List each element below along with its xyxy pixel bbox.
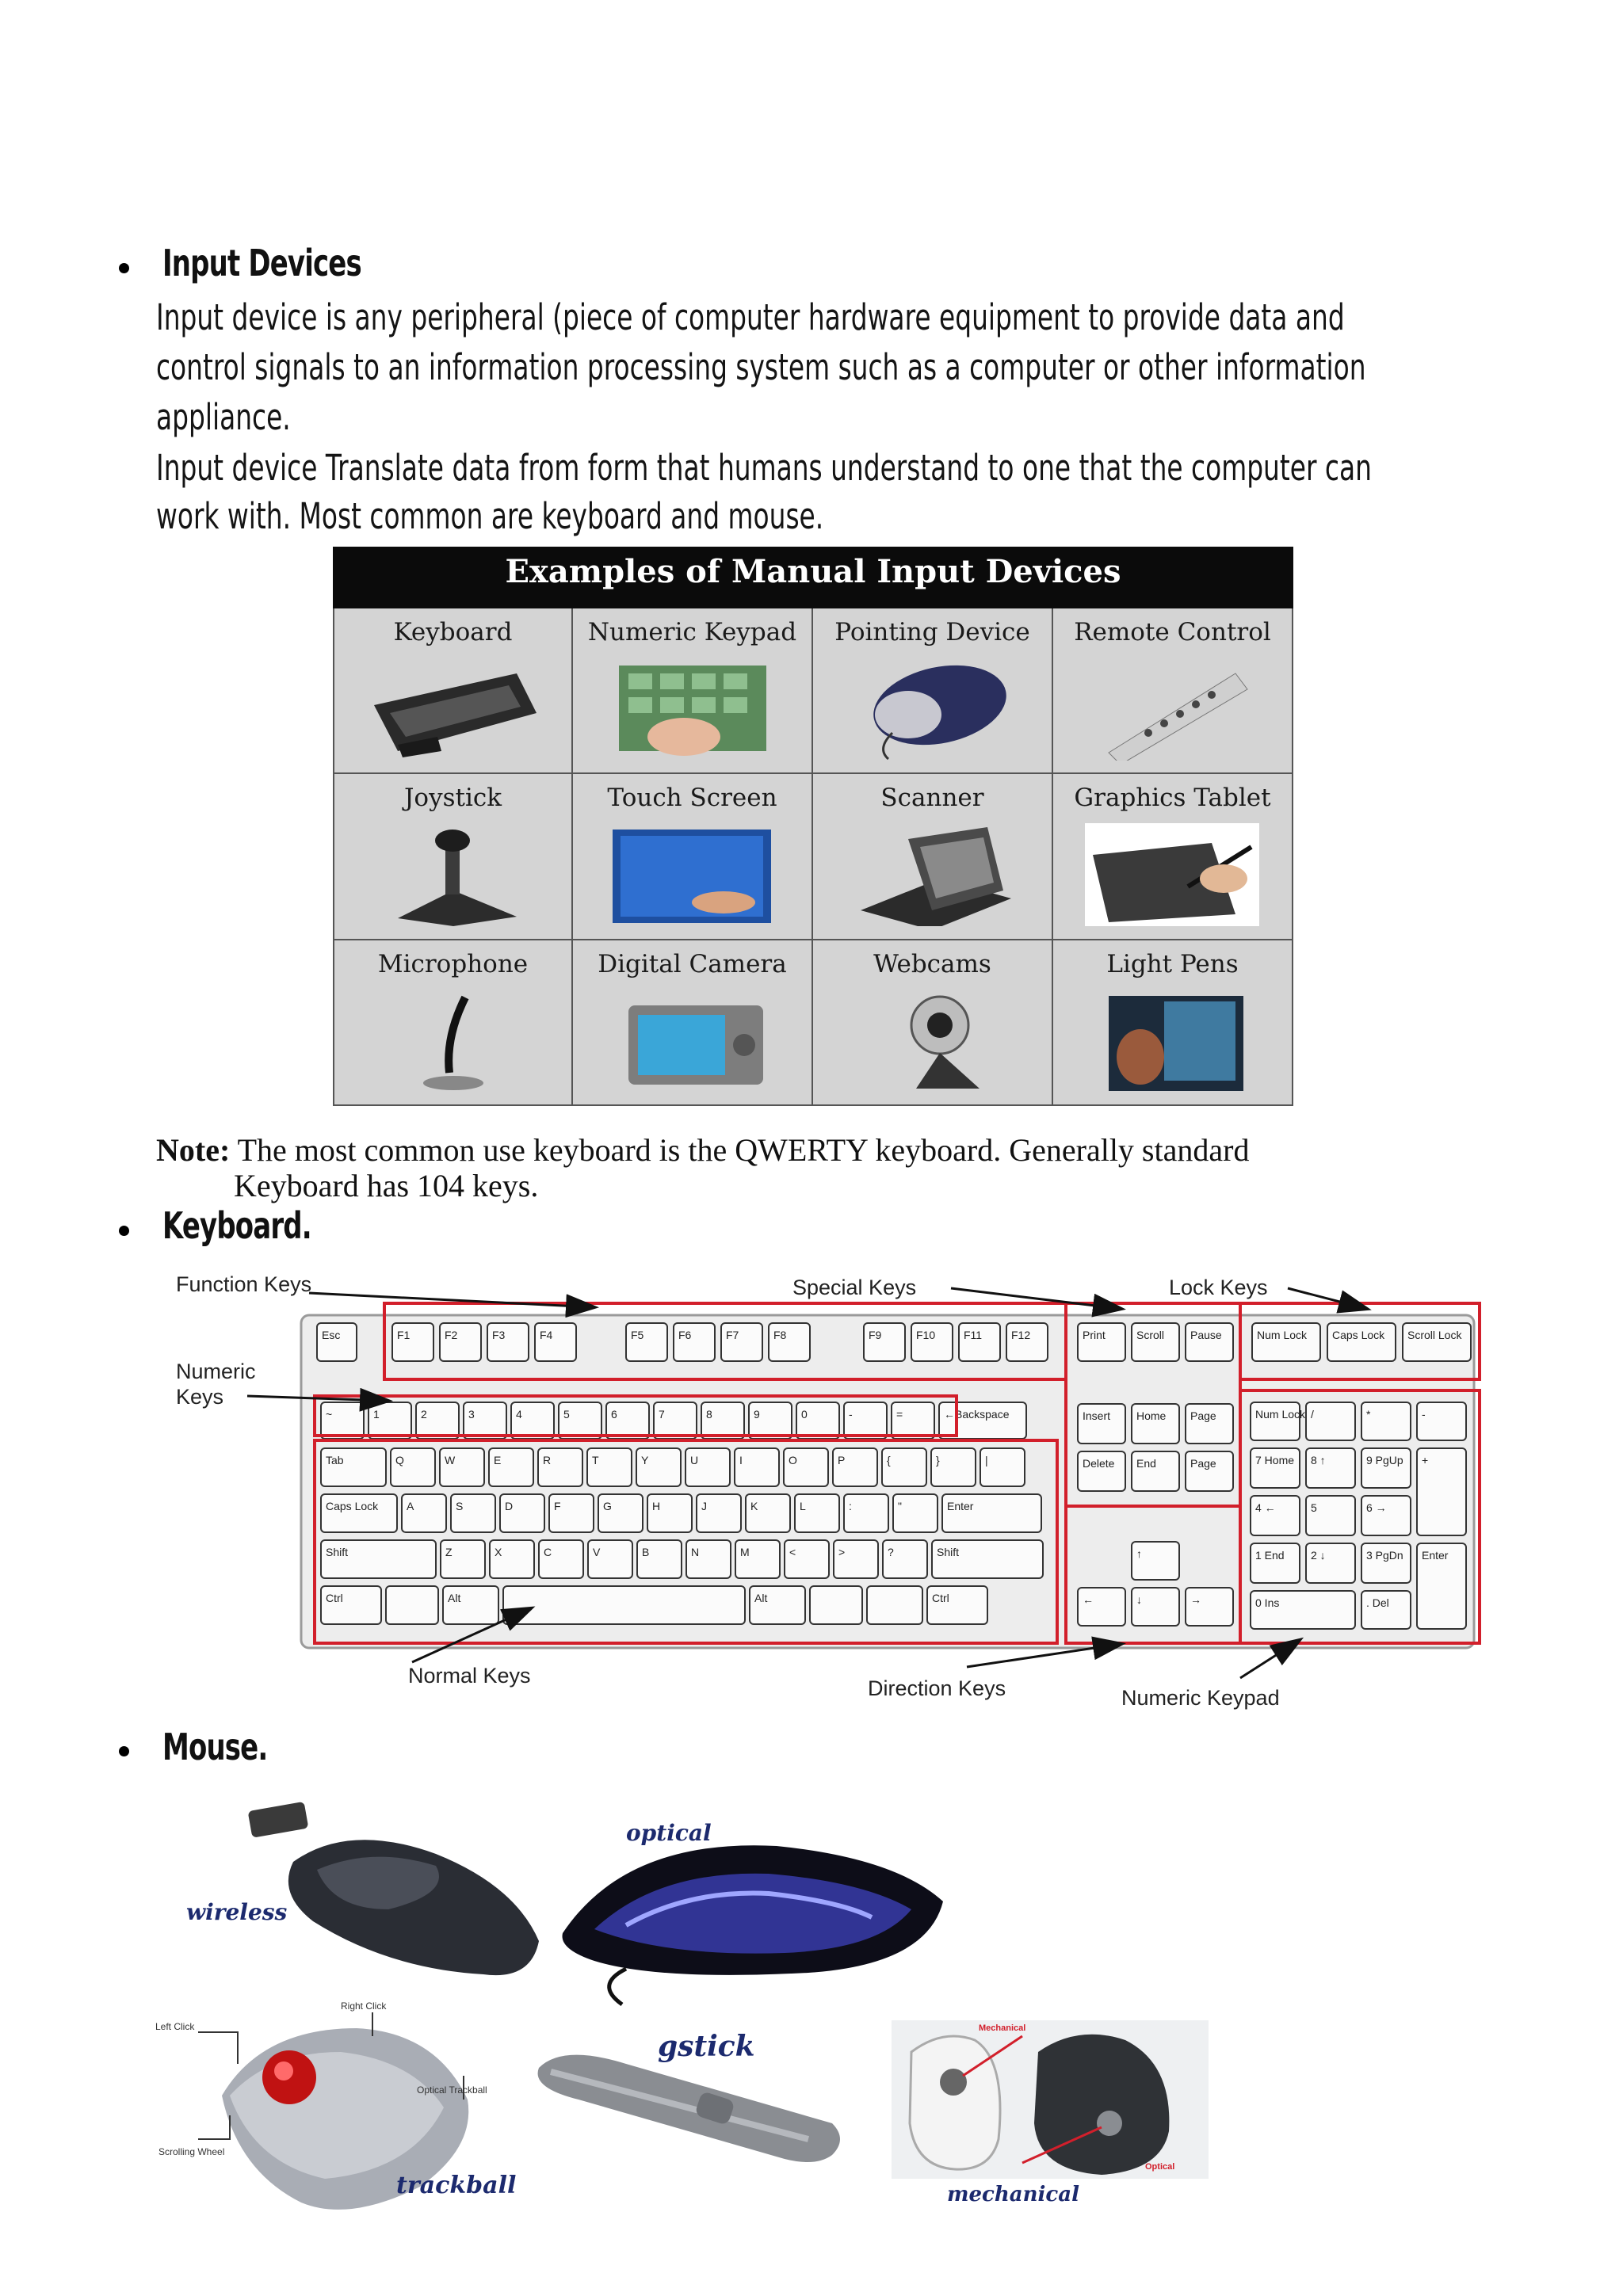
- paragraph-line: Input device Translate data from form that humans understand to one that the computer can: [156, 447, 1372, 489]
- key-label: 7 Home: [1255, 1454, 1295, 1466]
- key-label: ↑: [1136, 1547, 1142, 1560]
- device-label: Remote Control: [1074, 618, 1271, 646]
- key-bottom-row: [867, 1586, 922, 1624]
- key-label: U: [690, 1454, 699, 1466]
- key-label: +: [1422, 1454, 1429, 1466]
- keyboard-diagram: [158, 1260, 1490, 1727]
- key-label: 4: [516, 1408, 522, 1421]
- key-label: F1: [397, 1329, 411, 1341]
- callout-function-keys: Function Keys: [176, 1272, 312, 1296]
- key-label: F11: [964, 1329, 983, 1341]
- key-label: Scroll: [1136, 1329, 1165, 1341]
- label-mechanical: mechanical: [947, 2183, 1079, 2206]
- key-label: ←Backspace: [944, 1408, 1010, 1421]
- label-trackball: trackball: [396, 2172, 517, 2199]
- input-devices-table: [333, 547, 1293, 1106]
- mechanical-mouse-image-icon: [892, 2020, 1209, 2179]
- callout-special-keys: Special Keys: [792, 1276, 917, 1299]
- key-label: →: [1190, 1593, 1201, 1606]
- device-cell: [573, 940, 813, 1106]
- bullet-icon: [119, 1746, 129, 1756]
- section-heading-keyboard: Keyboard.: [162, 1204, 311, 1247]
- key-label: :: [849, 1500, 852, 1512]
- key-label: T: [592, 1454, 599, 1466]
- callout-normal-keys: Normal Keys: [408, 1664, 531, 1688]
- remote-control-image-icon: [1085, 658, 1259, 761]
- key-label: F2: [445, 1329, 458, 1341]
- keyboard-image-icon: [366, 658, 540, 761]
- device-cell: [813, 608, 1053, 774]
- device-label: Numeric Keypad: [587, 618, 797, 646]
- callout-lock-keys: Lock Keys: [1169, 1276, 1268, 1299]
- device-cell: [333, 774, 573, 940]
- key-bottom-row: [503, 1586, 745, 1624]
- key-label: {: [887, 1454, 891, 1466]
- paragraph-line: Input device is any peripheral (piece of computer hardware equipment to provide data and: [156, 296, 1345, 338]
- key-label: 6: [611, 1408, 617, 1421]
- label-gstick: gstick: [658, 2030, 755, 2063]
- bullet-icon: [119, 1226, 129, 1236]
- device-label: Webcams: [873, 950, 991, 978]
- key-label: F8: [773, 1329, 787, 1341]
- device-label: Digital Camera: [598, 950, 787, 978]
- key-label: Scroll Lock: [1407, 1329, 1462, 1341]
- graphics-tablet-image-icon: [1085, 823, 1259, 926]
- label-optical: optical: [626, 1820, 712, 1846]
- key-label: Caps Lock: [326, 1500, 379, 1512]
- device-label: Microphone: [377, 950, 529, 978]
- key-label: ~: [326, 1408, 333, 1421]
- key-label: F10: [916, 1329, 936, 1341]
- light-pen-image-icon: [1085, 990, 1259, 1093]
- device-cell: [333, 940, 573, 1106]
- key-label: O: [789, 1454, 797, 1466]
- scanner-image-icon: [845, 823, 1019, 926]
- paragraph-line: control signals to an information processing system such as a computer or other information: [156, 346, 1366, 388]
- device-label: Keyboard: [393, 618, 513, 646]
- key-label: F: [554, 1500, 561, 1512]
- key-label: R: [543, 1454, 552, 1466]
- key-label: G: [603, 1500, 612, 1512]
- key-label: }: [936, 1454, 940, 1466]
- key-label: A: [407, 1500, 414, 1512]
- key-label: Z: [445, 1546, 453, 1558]
- key-label: J: [701, 1500, 707, 1512]
- key-label: Enter: [1422, 1549, 1449, 1562]
- key-label: Num Lock: [1257, 1329, 1308, 1341]
- key-label: E: [494, 1454, 502, 1466]
- key-label: <: [789, 1546, 796, 1558]
- key-label: P: [838, 1454, 846, 1466]
- key-label: Ctrl: [326, 1592, 343, 1604]
- key-label: B: [642, 1546, 650, 1558]
- key-label: Shift: [937, 1546, 960, 1558]
- key-label: 5: [563, 1408, 570, 1421]
- key-label: Esc: [322, 1329, 341, 1341]
- key-label: F12: [1011, 1329, 1031, 1341]
- key-label: Insert: [1083, 1409, 1111, 1422]
- note-line: [156, 1131, 1249, 1169]
- key-bottom-row: [386, 1586, 438, 1624]
- label-optical-trackball: Optical Trackball: [417, 2084, 487, 2096]
- key-label: 3 PgDn: [1366, 1549, 1403, 1562]
- optical-mouse-image-icon: [563, 1845, 944, 2004]
- key-label: 7: [659, 1408, 665, 1421]
- key-label: >: [838, 1546, 846, 1558]
- key-label: D: [505, 1500, 514, 1512]
- key-label: ↓: [1136, 1593, 1142, 1606]
- key-label: Delete: [1083, 1457, 1115, 1470]
- device-label: Scanner: [880, 784, 984, 812]
- key-label: Page: [1190, 1409, 1216, 1422]
- key-label: F9: [869, 1329, 882, 1341]
- mouse-types-figure: [151, 1791, 1498, 2234]
- key-label: F7: [726, 1329, 739, 1341]
- key-label: 9: [754, 1408, 760, 1421]
- label-left-click: Left Click: [155, 2021, 195, 2032]
- device-label: Pointing Device: [834, 618, 1030, 646]
- key-label: -: [849, 1408, 853, 1421]
- key-label: Page: [1190, 1457, 1216, 1470]
- key-label: Ctrl: [932, 1592, 949, 1604]
- key-label: -: [1422, 1408, 1426, 1421]
- key-label: . Del: [1366, 1596, 1389, 1609]
- key-label: Q: [395, 1454, 404, 1466]
- key-label: ": [898, 1500, 902, 1512]
- key-label: Print: [1083, 1329, 1106, 1341]
- label-mechanical-tag: Mechanical: [979, 2023, 1026, 2033]
- digital-camera-image-icon: [605, 990, 779, 1093]
- callout-numeric-keypad: Numeric Keypad: [1121, 1686, 1280, 1710]
- key-label: F5: [631, 1329, 644, 1341]
- label-scrolling-wheel: Scrolling Wheel: [158, 2146, 225, 2157]
- key-label: W: [445, 1454, 456, 1466]
- key-label: 5: [1311, 1501, 1317, 1514]
- device-cell: [573, 774, 813, 940]
- note-label: Note:: [156, 1132, 231, 1168]
- key-label: 8 ↑: [1311, 1454, 1326, 1466]
- numeric-keypad-image-icon: [605, 658, 779, 761]
- key-label: Pause: [1190, 1329, 1222, 1341]
- device-cell: [1053, 608, 1293, 774]
- key-label: F6: [678, 1329, 692, 1341]
- device-cell: [1053, 774, 1293, 940]
- touch-screen-image-icon: [605, 823, 779, 926]
- key-label: F4: [540, 1329, 553, 1341]
- key-label: Alt: [448, 1592, 461, 1604]
- device-label: Joystick: [403, 784, 502, 812]
- device-cell: [813, 774, 1053, 940]
- table-title: Examples of Manual Input Devices: [333, 547, 1293, 608]
- device-label: Graphics Tablet: [1074, 784, 1271, 812]
- key-label: 4 ←: [1255, 1501, 1276, 1514]
- key-label: 8: [706, 1408, 712, 1421]
- device-cell: [573, 608, 813, 774]
- key-label: S: [456, 1500, 464, 1512]
- key-label: |: [985, 1454, 988, 1466]
- callout-direction-keys: Direction Keys: [868, 1676, 1006, 1700]
- key-label: Home: [1136, 1409, 1167, 1422]
- key-label: N: [691, 1546, 700, 1558]
- key-label: Num Lock: [1255, 1408, 1306, 1421]
- callout-numeric-keys-2: Keys: [176, 1385, 224, 1409]
- key-label: 2 ↓: [1311, 1549, 1326, 1562]
- key-label: /: [1311, 1408, 1314, 1421]
- key-label: Y: [641, 1454, 649, 1466]
- device-cell: [1053, 940, 1293, 1106]
- microphone-image-icon: [366, 990, 540, 1093]
- device-cell: [813, 940, 1053, 1106]
- key-label: 1: [373, 1408, 380, 1421]
- key-label: 0 Ins: [1255, 1596, 1280, 1609]
- key-label: 2: [421, 1408, 427, 1421]
- paragraph-line: work with. Most common are keyboard and mouse.: [156, 495, 824, 537]
- key-label: =: [896, 1408, 903, 1421]
- paragraph-line: appliance.: [156, 396, 291, 438]
- label-wireless: wireless: [186, 1899, 288, 1925]
- key-label: M: [740, 1546, 750, 1558]
- wireless-mouse-image-icon: [248, 1802, 539, 1975]
- key-label: F3: [492, 1329, 506, 1341]
- device-cell: [333, 608, 573, 774]
- key-label: Tab: [326, 1454, 344, 1466]
- key-label: Shift: [326, 1546, 349, 1558]
- key-label: H: [652, 1500, 661, 1512]
- key-label: I: [739, 1454, 743, 1466]
- joystick-image-icon: [366, 823, 540, 926]
- label-right-click: Right Click: [341, 2000, 387, 2012]
- section-heading-mouse: Mouse.: [162, 1726, 268, 1768]
- key-label: *: [1366, 1408, 1371, 1421]
- key-label: ?: [888, 1546, 894, 1558]
- device-label: Touch Screen: [607, 784, 777, 812]
- key-label: K: [750, 1500, 758, 1512]
- callout-numeric-keys: Numeric: [176, 1360, 256, 1383]
- key-label: 1 End: [1255, 1549, 1285, 1562]
- key-label: 0: [801, 1408, 808, 1421]
- note-line-2: Keyboard has 104 keys.: [234, 1168, 539, 1203]
- section-heading-input-devices: Input Devices: [162, 242, 361, 284]
- mouse-image-icon: [845, 658, 1019, 761]
- key-bottom-row: [810, 1586, 862, 1624]
- key-label: 3: [468, 1408, 475, 1421]
- bullet-icon: [119, 263, 129, 273]
- webcam-image-icon: [845, 990, 1019, 1093]
- key-label: 6 →: [1366, 1501, 1387, 1514]
- key-label: L: [800, 1500, 806, 1512]
- key-label: ←: [1083, 1593, 1094, 1606]
- note-text: The most common use keyboard is the QWERTY keyboard. Generally standard: [237, 1132, 1250, 1168]
- device-label: Light Pens: [1106, 950, 1239, 978]
- key-label: C: [544, 1546, 552, 1558]
- label-optical-tag: Optical: [1145, 2162, 1175, 2172]
- key-label: 9 PgUp: [1366, 1454, 1403, 1466]
- key-label: V: [593, 1546, 601, 1558]
- key-label: Enter: [947, 1500, 974, 1512]
- key-label: End: [1136, 1457, 1156, 1470]
- gstick-mouse-image-icon: [538, 2055, 840, 2162]
- key-label: Caps Lock: [1332, 1329, 1385, 1341]
- key-label: Alt: [754, 1592, 768, 1604]
- key-label: X: [495, 1546, 502, 1558]
